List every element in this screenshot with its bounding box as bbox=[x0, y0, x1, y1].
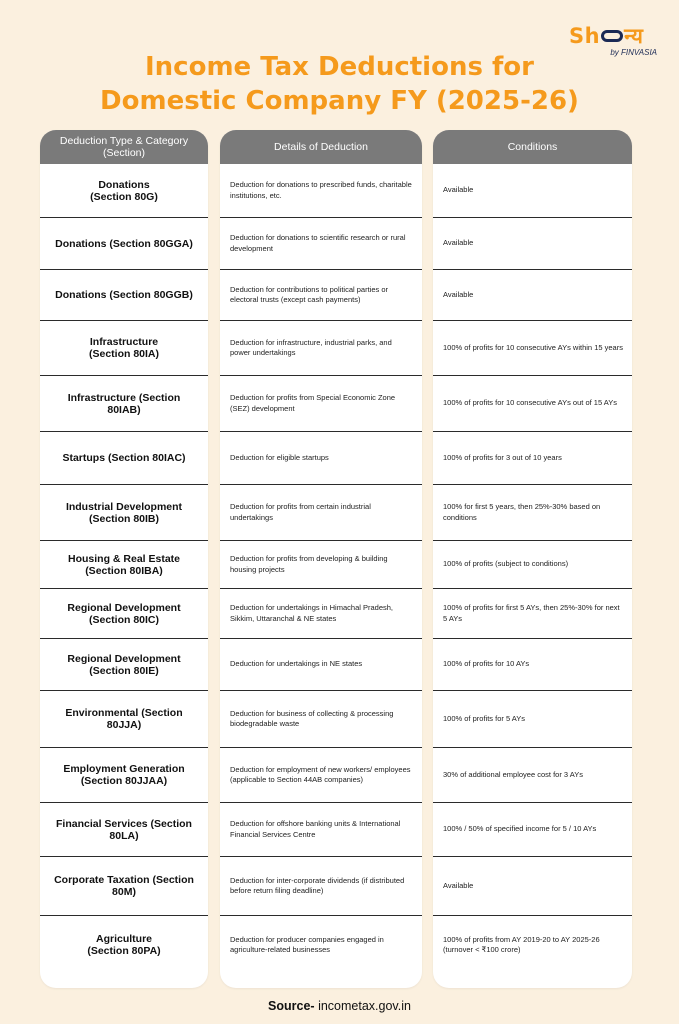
row-details bbox=[220, 589, 422, 639]
row-conditions-text: 100% of profits (subject to conditions) bbox=[443, 559, 569, 569]
row-category bbox=[40, 916, 208, 974]
row-details bbox=[220, 270, 422, 321]
row-details bbox=[220, 376, 422, 432]
row-category bbox=[40, 218, 208, 270]
row-conditions-text: 100% of profits for 10 consecutive AYs out of 15 AYs bbox=[443, 398, 617, 408]
row-category-text: Housing & Real Estate (Section 80IBA) bbox=[67, 552, 181, 577]
row-conditions-text: Available bbox=[443, 185, 474, 195]
row-conditions-text: 100% / 50% of specified income for 5 / 10 AYs bbox=[443, 824, 597, 834]
row-details-text: Deduction for undertakings in NE states bbox=[230, 659, 363, 669]
row-conditions bbox=[433, 485, 632, 541]
row-conditions-text: Available bbox=[443, 238, 474, 248]
row-category-text: Agriculture (Section 80PA) bbox=[87, 933, 161, 957]
conditions-header: Conditions bbox=[433, 130, 632, 164]
row-conditions-text: 100% of profits for 10 consecutive AYs within 15 years bbox=[443, 342, 623, 352]
row-details bbox=[220, 857, 422, 916]
row-conditions-text: 100% of profits for 10 AYs bbox=[443, 659, 530, 669]
row-category-text: Financial Services (Section 80LA) bbox=[56, 817, 192, 842]
logo-infinity-icon bbox=[601, 30, 623, 42]
row-category-text: Corporate Taxation (Section 80M) bbox=[54, 874, 194, 898]
row-details-text: Deduction for producer companies engaged in agriculture-related businesses bbox=[230, 934, 384, 954]
row-details bbox=[220, 639, 422, 691]
row-details-text: Deduction for business of collecting & processing biodegradable waste bbox=[230, 708, 394, 728]
row-category-text: Infrastructure (Section 80IAB) bbox=[67, 391, 181, 416]
title-line-2: Domestic Company FY (2025-26) bbox=[100, 86, 579, 116]
row-details-text: Deduction for infrastructure, industrial parks, and power undertakings bbox=[230, 337, 392, 357]
row-category-text: Startups (Section 80IAC) bbox=[62, 452, 186, 464]
row-conditions bbox=[433, 857, 632, 916]
row-category-text: Industrial Development (Section 80IB) bbox=[65, 500, 183, 525]
row-conditions bbox=[433, 376, 632, 432]
row-category-text: Employment Generation (Section 80JJAA) bbox=[63, 763, 185, 787]
row-category bbox=[40, 376, 208, 432]
row-category-text: Infrastructure (Section 80IA) bbox=[88, 336, 159, 360]
row-category bbox=[40, 803, 208, 857]
row-conditions-text: 100% of profits for 5 AYs bbox=[443, 713, 525, 723]
row-conditions-text: 100% of profits from AY 2019-20 to AY 2025-26 (turnover < ₹100 crore) bbox=[443, 934, 600, 954]
source-value: incometax.gov.in bbox=[314, 999, 411, 1013]
row-details-text: Deduction for undertakings in Himachal Pradesh, Sikkim, Uttaranchal & NE states bbox=[230, 603, 394, 623]
row-details bbox=[220, 691, 422, 748]
logo-wordmark: Sh न्य bbox=[569, 24, 644, 48]
row-conditions bbox=[433, 432, 632, 485]
row-details bbox=[220, 485, 422, 541]
row-category bbox=[40, 857, 208, 916]
row-details-text: Deduction for profits from developing & building housing projects bbox=[230, 554, 388, 574]
row-details bbox=[220, 321, 422, 376]
row-category bbox=[40, 639, 208, 691]
row-conditions-text: Available bbox=[443, 289, 474, 299]
row-conditions-text: Available bbox=[443, 880, 474, 890]
row-conditions-text: 30% of additional employee cost for 3 AYs bbox=[443, 769, 583, 779]
row-category-text: Donations (Section 80GGA) bbox=[55, 237, 193, 250]
row-category-text: Regional Development (Section 80IE) bbox=[67, 652, 181, 677]
category-column bbox=[40, 130, 208, 988]
row-category-text: Regional Development (Section 80IC) bbox=[67, 601, 181, 626]
row-category bbox=[40, 164, 208, 218]
row-details bbox=[220, 164, 422, 218]
row-conditions bbox=[433, 321, 632, 376]
row-category bbox=[40, 270, 208, 321]
row-category-text: Environmental (Section 80JJA) bbox=[65, 707, 183, 731]
row-details-text: Deduction for donations to prescribed funds, charitable institutions, etc. bbox=[230, 180, 412, 200]
row-category bbox=[40, 589, 208, 639]
row-details bbox=[220, 541, 422, 589]
logo-byline: by FINVASIA bbox=[610, 48, 657, 57]
row-conditions bbox=[433, 639, 632, 691]
row-details-text: Deduction for inter-corporate dividends (if distributed before return filing deadline) bbox=[230, 875, 405, 895]
row-category bbox=[40, 541, 208, 589]
row-conditions bbox=[433, 164, 632, 218]
row-details bbox=[220, 218, 422, 270]
category-header: Deduction Type & Category (Section) bbox=[40, 130, 208, 164]
row-details bbox=[220, 748, 422, 803]
row-category bbox=[40, 748, 208, 803]
row-details-text: Deduction for offshore banking units & International Financial Services Centre bbox=[230, 819, 401, 839]
source-label: Source- bbox=[268, 999, 315, 1013]
row-details bbox=[220, 916, 422, 974]
row-conditions bbox=[433, 803, 632, 857]
row-details-text: Deduction for employment of new workers/ employees (applicable to Section 44AB companies) bbox=[230, 764, 411, 784]
row-conditions bbox=[433, 589, 632, 639]
row-conditions bbox=[433, 218, 632, 270]
title-line-1: Income Tax Deductions for bbox=[145, 52, 534, 82]
row-conditions-text: 100% for first 5 years, then 25%-30% based on conditions bbox=[443, 502, 601, 522]
row-details-text: Deduction for profits from certain industrial undertakings bbox=[230, 502, 371, 522]
row-details-text: Deduction for contributions to political parties or electoral trusts (except cash payments) bbox=[230, 284, 388, 304]
row-details-text: Deduction for eligible startups bbox=[230, 452, 329, 462]
row-conditions bbox=[433, 541, 632, 589]
row-category-text: Donations (Section 80G) bbox=[90, 178, 158, 203]
conditions-column bbox=[433, 130, 632, 988]
row-conditions bbox=[433, 748, 632, 803]
row-conditions-text: 100% of profits for first 5 AYs, then 25%-30% for next 5 AYs bbox=[443, 603, 620, 623]
row-conditions bbox=[433, 691, 632, 748]
row-category-text: Donations (Section 80GGB) bbox=[55, 289, 193, 301]
details-column bbox=[220, 130, 422, 988]
row-details-text: Deduction for donations to scientific research or rural development bbox=[230, 233, 406, 253]
row-category bbox=[40, 321, 208, 376]
details-header: Details of Deduction bbox=[220, 130, 422, 164]
row-details-text: Deduction for profits from Special Economic Zone (SEZ) development bbox=[230, 393, 396, 413]
row-category bbox=[40, 691, 208, 748]
row-category bbox=[40, 432, 208, 485]
source-note bbox=[0, 999, 679, 1013]
row-conditions-text: 100% of profits for 3 out of 10 years bbox=[443, 452, 562, 462]
row-category bbox=[40, 485, 208, 541]
row-conditions bbox=[433, 916, 632, 974]
row-details bbox=[220, 803, 422, 857]
row-details bbox=[220, 432, 422, 485]
row-conditions bbox=[433, 270, 632, 321]
page-title bbox=[0, 50, 679, 118]
